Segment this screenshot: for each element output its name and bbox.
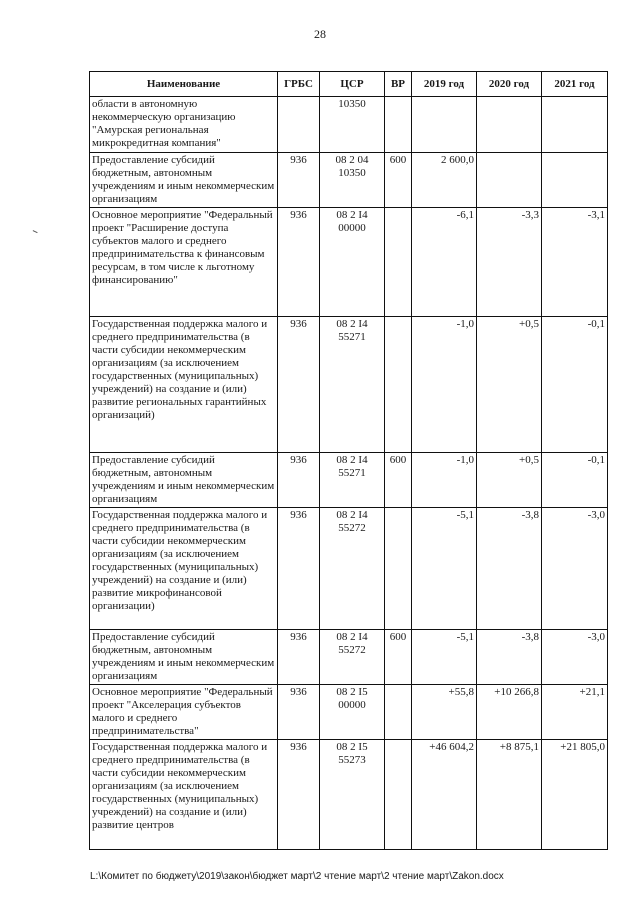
- row-name-cell: Государственная поддержка малого и среднего предпринимательства (в части субсидии некоммерческим организациям (за исключением государственных (муниципальных) учреждений) на создание и (или) развитие региональных гарантийных организаций): [90, 317, 278, 453]
- row-2019-cell: 2 600,0: [412, 153, 477, 208]
- row-2020-cell: +0,5: [477, 453, 542, 508]
- row-grbs-cell: 936: [278, 317, 320, 453]
- row-csr-cell: 08 2 I4 55271: [320, 453, 385, 508]
- row-2021-cell: [542, 97, 608, 153]
- row-2020-cell: +0,5: [477, 317, 542, 453]
- row-name-cell: Государственная поддержка малого и среднего предпринимательства (в части субсидии некоммерческим организациям (за исключением государственных (муниципальных) учреждений) на создание и (или) развитие микрофинансовой организации): [90, 508, 278, 630]
- row-vr-cell: 600: [385, 153, 412, 208]
- row-grbs-cell: 936: [278, 740, 320, 850]
- row-name-cell: Основное мероприятие "Федеральный проект "Расширение доступа субъектов малого и среднего предпринимательства к финансовым ресурсам, в том числе к льготному финансированию": [90, 208, 278, 317]
- row-2019-cell: -6,1: [412, 208, 477, 317]
- column-header-2021: 2021 год: [542, 72, 608, 97]
- row-grbs-cell: 936: [278, 508, 320, 630]
- table-row: [90, 97, 608, 153]
- column-header-2020: 2020 год: [477, 72, 542, 97]
- row-2021-cell: -3,0: [542, 508, 608, 630]
- row-2021-cell: +21,1: [542, 685, 608, 740]
- row-name-cell: Государственная поддержка малого и среднего предпринимательства (в части субсидии некоммерческим организациям (за исключением государственных (муниципальных) учреждений) на создание и (или) развитие центров: [90, 740, 278, 850]
- table-row: [90, 508, 608, 630]
- row-grbs-cell: [278, 97, 320, 153]
- row-vr-cell: 600: [385, 453, 412, 508]
- row-grbs-cell: 936: [278, 630, 320, 685]
- row-name-cell: Предоставление субсидий бюджетным, автономным учреждениям и иным некоммерческим организациям: [90, 453, 278, 508]
- column-header-2019: 2019 год: [412, 72, 477, 97]
- page-number: 28: [314, 27, 326, 41]
- scan-artifact-mark: [31, 230, 37, 236]
- table-row: [90, 630, 608, 685]
- table-row: [90, 740, 608, 850]
- row-2019-cell: -5,1: [412, 630, 477, 685]
- row-csr-cell: 08 2 I4 55272: [320, 508, 385, 630]
- table-row: [90, 208, 608, 317]
- row-2020-cell: -3,3: [477, 208, 542, 317]
- table-row: [90, 317, 608, 453]
- document-file-path: L:\Комитет по бюджету\2019\закон\бюджет март\2 чтение март\2 чтение март\Zakon.docx: [90, 871, 504, 882]
- table-row: [90, 685, 608, 740]
- column-header-vr: ВР: [385, 72, 412, 97]
- row-2019-cell: -5,1: [412, 508, 477, 630]
- table-row: [90, 453, 608, 508]
- row-vr-cell: [385, 208, 412, 317]
- column-header-name: Наименование: [90, 72, 278, 97]
- row-2020-cell: -3,8: [477, 508, 542, 630]
- row-2019-cell: +46 604,2: [412, 740, 477, 850]
- row-2021-cell: -0,1: [542, 453, 608, 508]
- row-name-cell: Предоставление субсидий бюджетным, автономным учреждениям и иным некоммерческим организациям: [90, 153, 278, 208]
- row-2020-cell: [477, 97, 542, 153]
- row-csr-cell: 10350: [320, 97, 385, 153]
- row-2020-cell: -3,8: [477, 630, 542, 685]
- row-2019-cell: +55,8: [412, 685, 477, 740]
- column-header-grbs: ГРБС: [278, 72, 320, 97]
- row-2021-cell: +21 805,0: [542, 740, 608, 850]
- row-name-cell: Предоставление субсидий бюджетным, автономным учреждениям и иным некоммерческим организациям: [90, 630, 278, 685]
- row-2020-cell: +8 875,1: [477, 740, 542, 850]
- row-grbs-cell: 936: [278, 453, 320, 508]
- row-2021-cell: -3,0: [542, 630, 608, 685]
- row-csr-cell: 08 2 I5 55273: [320, 740, 385, 850]
- row-vr-cell: [385, 317, 412, 453]
- row-2021-cell: -3,1: [542, 208, 608, 317]
- row-2020-cell: +10 266,8: [477, 685, 542, 740]
- row-2019-cell: [412, 97, 477, 153]
- column-header-csr: ЦСР: [320, 72, 385, 97]
- table-header-row: [90, 72, 608, 97]
- row-grbs-cell: 936: [278, 153, 320, 208]
- row-csr-cell: 08 2 I4 55271: [320, 317, 385, 453]
- row-2019-cell: -1,0: [412, 317, 477, 453]
- row-2019-cell: -1,0: [412, 453, 477, 508]
- budget-table: [89, 71, 608, 850]
- row-name-cell: области в автономную некоммерческую организацию "Амурская региональная микрокредитная компания": [90, 97, 278, 153]
- row-vr-cell: [385, 508, 412, 630]
- row-vr-cell: [385, 97, 412, 153]
- row-vr-cell: [385, 740, 412, 850]
- row-grbs-cell: 936: [278, 685, 320, 740]
- row-csr-cell: 08 2 I4 00000: [320, 208, 385, 317]
- row-csr-cell: 08 2 04 10350: [320, 153, 385, 208]
- row-2020-cell: [477, 153, 542, 208]
- row-vr-cell: 600: [385, 630, 412, 685]
- row-2021-cell: [542, 153, 608, 208]
- table-row: [90, 153, 608, 208]
- row-grbs-cell: 936: [278, 208, 320, 317]
- row-csr-cell: 08 2 I4 55272: [320, 630, 385, 685]
- row-2021-cell: -0,1: [542, 317, 608, 453]
- row-name-cell: Основное мероприятие "Федеральный проект "Акселерация субъектов малого и среднего предпринимательства": [90, 685, 278, 740]
- row-csr-cell: 08 2 I5 00000: [320, 685, 385, 740]
- row-vr-cell: [385, 685, 412, 740]
